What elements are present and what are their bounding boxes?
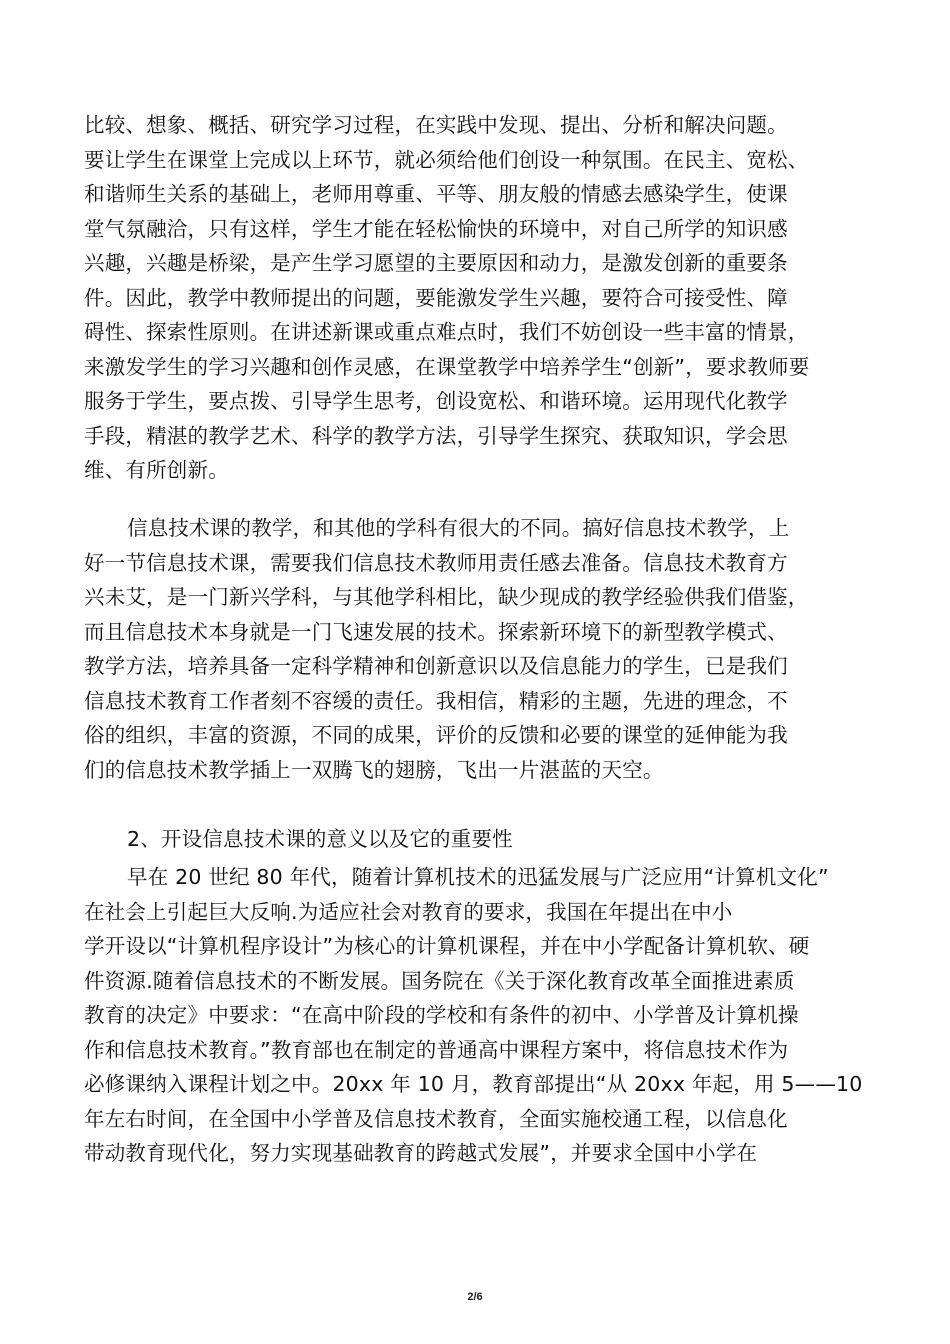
paragraph-line: 早在 20 世纪 80 年代，随着计算机技术的迅猛发展与广泛应用“计算机文化” xyxy=(127,865,829,889)
paragraph-1 xyxy=(84,108,874,488)
paragraph-2 xyxy=(84,511,874,787)
section-heading xyxy=(84,822,874,857)
section-heading-text: 2、开设信息技术课的意义以及它的重要性 xyxy=(127,827,513,851)
paragraph-line: 作和信息技术教育。”教育部也在制定的普通高中课程方案中，将信息技术作为 xyxy=(84,1037,789,1062)
paragraph-line: 件资源.随着信息技术的不断发展。国务院在《关于深化教育改革全面推进素质 xyxy=(84,968,795,993)
paragraph-line: 兴趣，兴趣是桥梁，是产生学习愿望的主要原因和动力，是激发创新的重要条 xyxy=(84,251,788,275)
paragraph-line: 比较、想象、概括、研究学习过程，在实践中发现、提出、分析和解决问题。 xyxy=(84,113,788,137)
paragraph-line: 学开设以“计算机程序设计”为核心的计算机课程，并在中小学配备计算机软、硬 xyxy=(84,934,810,958)
paragraph-line: 件。因此，教学中教师提出的问题，要能激发学生兴趣，要符合可接受性、障 xyxy=(84,285,788,310)
paragraph-line: 兴未艾，是一门新兴学科，与其他学科相比，缺少现成的教学经验供我们借鉴， xyxy=(84,585,809,609)
paragraph-line: 要让学生在课堂上完成以上环节，就必须给他们创设一种氛围。在民主、宽松、 xyxy=(84,147,809,172)
paragraph-line: 和谐师生关系的基础上，老师用尊重、平等、朋友般的情感去感染学生，使课 xyxy=(84,182,788,206)
paragraph-line: 教育的决定》中要求：“在高中阶段的学校和有条件的初中、小学普及计算机操 xyxy=(84,1003,799,1027)
paragraph-line: 年左右时间，在全国中小学普及信息技术教育，全面实施校通工程，以信息化 xyxy=(84,1106,788,1131)
paragraph-line: 们的信息技术教学插上一双腾飞的翅膀，飞出一片湛蓝的天空。 xyxy=(84,757,664,782)
paragraph-line: 俗的组织，丰富的资源，不同的成果，评价的反馈和必要的课堂的延伸能为我 xyxy=(84,723,788,747)
paragraph-line: 信息技术课的教学，和其他的学科有很大的不同。搞好信息技术教学，上 xyxy=(127,516,790,540)
paragraph-line: 带动教育现代化，努力实现基础教育的跨越式发展”，并要求全国中小学在 xyxy=(84,1141,758,1165)
page-number: 2/6 xyxy=(467,1291,483,1303)
paragraph-line: 必修课纳入课程计划之中。20xx 年 10 月，教育部提出“从 20xx 年起，用 5——10 xyxy=(84,1072,863,1096)
paragraph-line: 手段，精湛的教学艺术、科学的教学方法，引导学生探究、获取知识，学会思 xyxy=(84,423,788,448)
paragraph-line: 在社会上引起巨大反响.为适应社会对教育的要求，我国在年提出在中小 xyxy=(84,899,733,924)
paragraph-line: 碍性、探索性原则。在讲述新课或重点难点时，我们不妨创设一些丰富的情景， xyxy=(84,320,809,344)
paragraph-line: 维、有所创新。 xyxy=(84,458,229,482)
paragraph-line: 来激发学生的学习兴趣和创作灵感，在课堂教学中培养学生“创新”，要求教师要 xyxy=(84,354,810,379)
paragraph-line: 堂气氛融洽，只有这样，学生才能在轻松愉快的环境中，对自己所学的知识感 xyxy=(84,216,788,241)
paragraph-line: 信息技术教育工作者刻不容缓的责任。我相信，精彩的主题，先进的理念，不 xyxy=(84,688,788,713)
paragraph-line: 好一节信息技术课，需要我们信息技术教师用责任感去准备。信息技术教育方 xyxy=(84,550,788,575)
paragraph-line: 服务于学生，要点拨、引导学生思考，创设宽松、和谐环境。运用现代化教学 xyxy=(84,389,788,413)
paragraph-line: 教学方法，培养具备一定科学精神和创新意识以及信息能力的学生，已是我们 xyxy=(84,654,788,678)
paragraph-3 xyxy=(84,860,874,1171)
paragraph-line: 而且信息技术本身就是一门飞速发展的技术。探索新环境下的新型教学模式、 xyxy=(84,619,788,644)
